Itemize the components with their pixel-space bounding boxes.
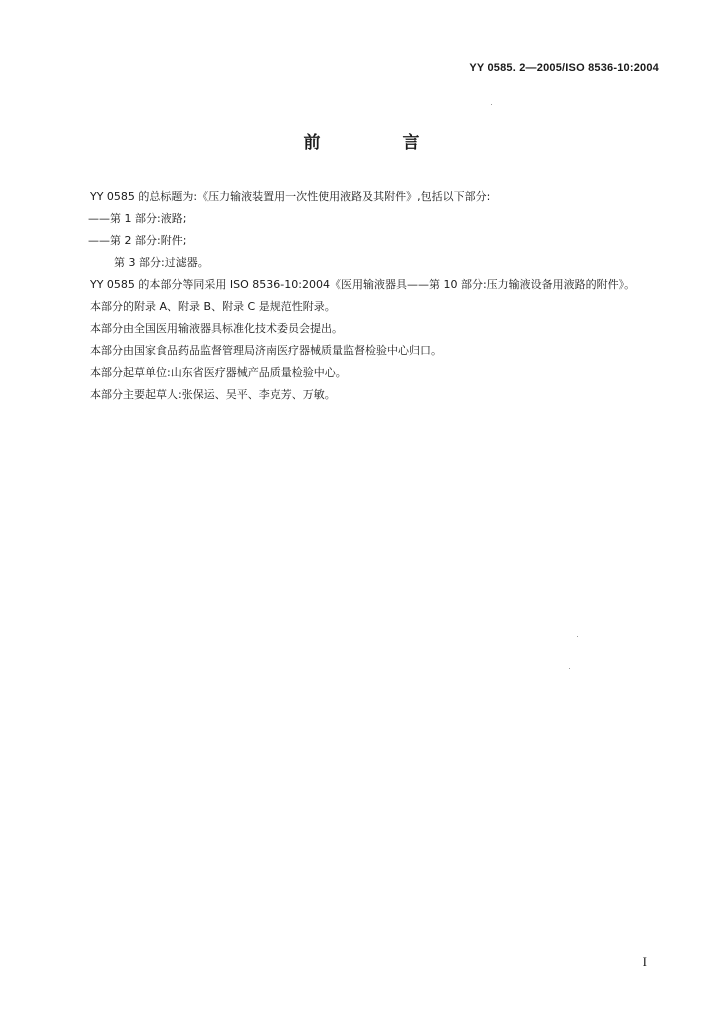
standard-code: YY 0585. 2—2005/ISO 8536-10:2004: [469, 62, 659, 74]
page-title: 前 言: [303, 133, 458, 153]
scan-speck: [569, 668, 570, 669]
foreword-body: [66, 186, 660, 406]
page-number: I: [642, 954, 647, 969]
administrator-paragraph: 本部分由国家食品药品监督管理局济南医疗器械质量监督检验中心归口。: [90, 344, 442, 357]
part-list-item-3: 第 3 部分:过滤器。: [114, 256, 209, 269]
scan-speck: [577, 636, 578, 637]
part-list-item-2: ——第 2 部分:附件;: [88, 234, 187, 247]
drafters-paragraph: 本部分主要起草人:张保运、吴平、李克芳、万敏。: [90, 388, 336, 401]
annex-paragraph: 本部分的附录 A、附录 B、附录 C 是规范性附录。: [90, 300, 336, 313]
intro-paragraph: YY 0585 的总标题为:《压力输液装置用一次性使用液路及其附件》,包括以下部分:: [90, 190, 491, 203]
part-list-item-1: ——第 1 部分:液路;: [88, 212, 187, 225]
adoption-paragraph: YY 0585 的本部分等同采用 ISO 8536-10:2004《医用输液器具——第 10 部分:压力输液设备用液路的附件》。: [90, 278, 636, 291]
proposer-paragraph: 本部分由全国医用输液器具标准化技术委员会提出。: [90, 322, 343, 335]
scan-speck: [491, 104, 492, 105]
drafting-unit-paragraph: 本部分起草单位:山东省医疗器械产品质量检验中心。: [90, 366, 347, 379]
